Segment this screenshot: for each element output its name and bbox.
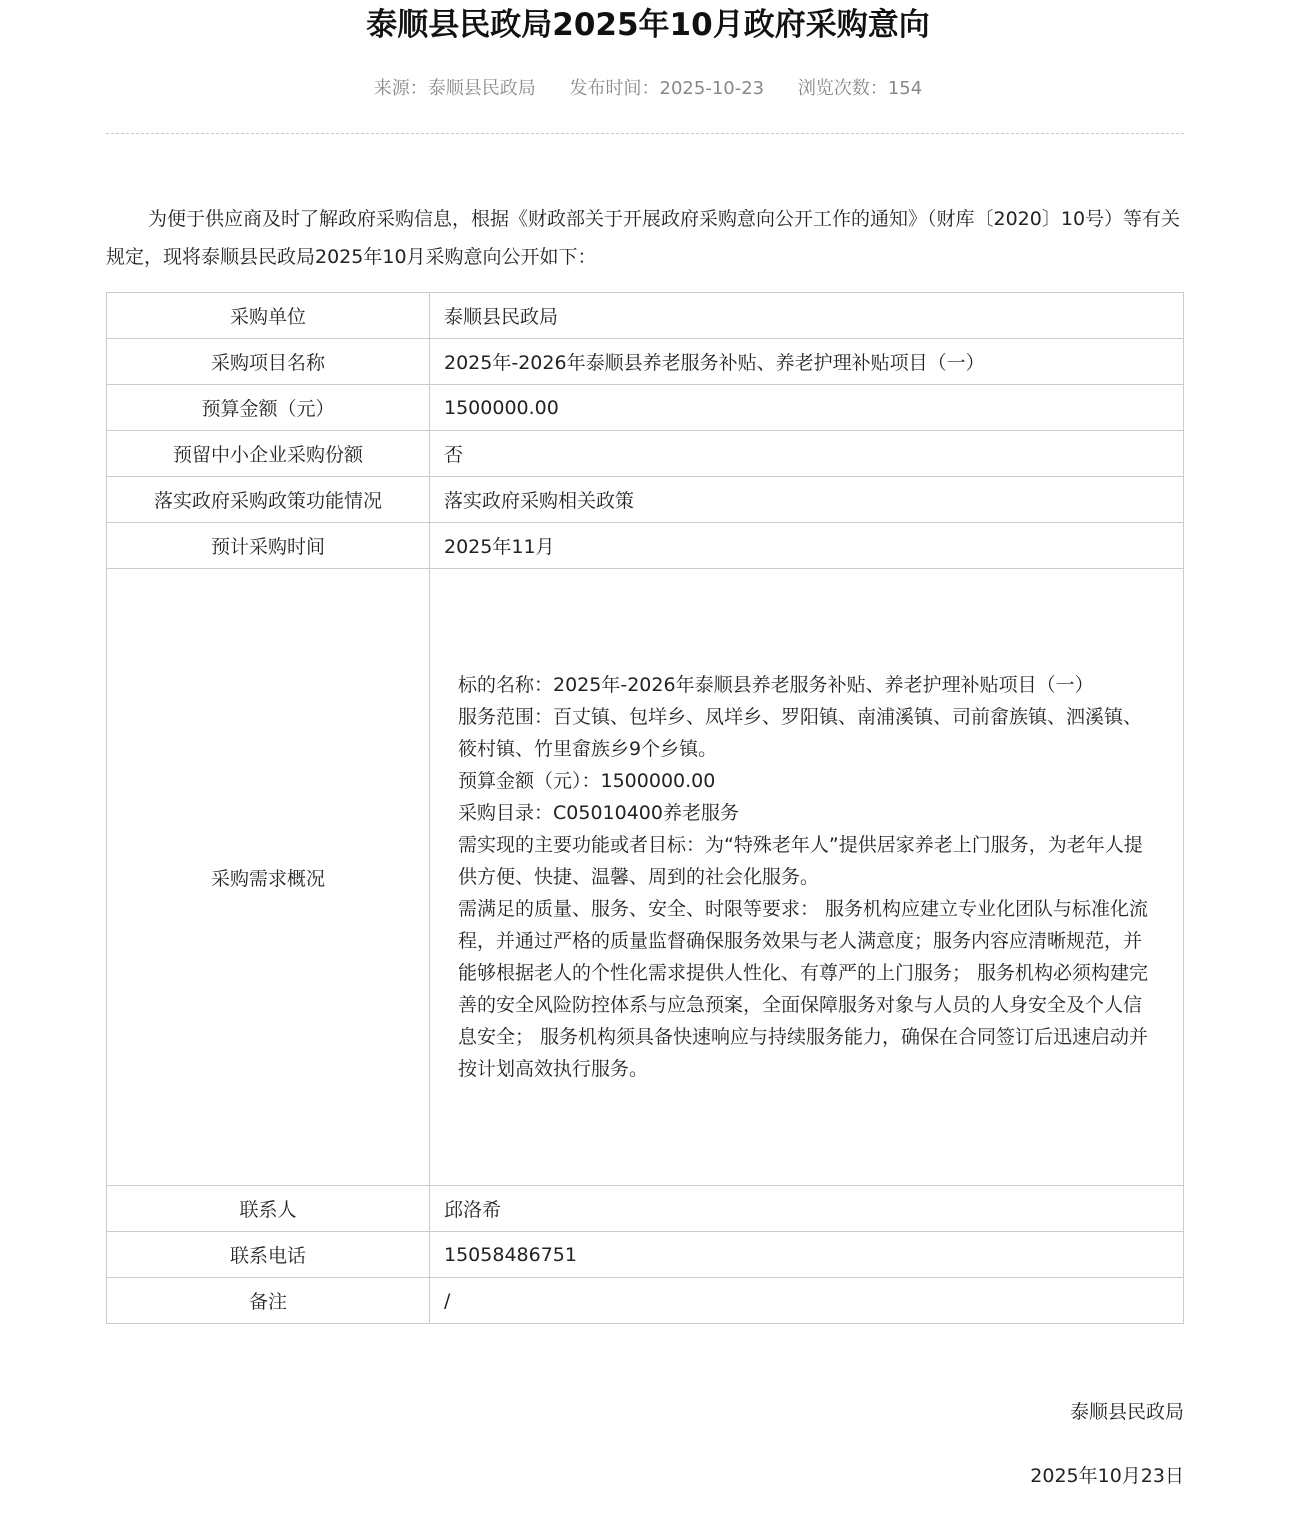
table-row — [107, 431, 1184, 477]
row-label: 预算金额（元） — [107, 385, 430, 431]
summary-line-subject: 标的名称：2025年-2026年泰顺县养老服务补贴、养老护理补贴项目（一） — [458, 674, 1094, 696]
page-title: 泰顺县民政局2025年10月政府采购意向 — [366, 7, 930, 43]
row-label: 采购单位 — [107, 293, 430, 339]
summary-line-scope: 服务范围：百丈镇、包垟乡、凤垟乡、罗阳镇、南浦溪镇、司前畲族镇、泗溪镇、筱村镇、竹里畲族乡9个乡镇。 — [458, 706, 1143, 760]
table-row — [107, 1278, 1184, 1324]
summary-line-catalog: 采购目录：C05010400养老服务 — [458, 802, 739, 824]
table-row — [107, 385, 1184, 431]
summary-content — [444, 669, 1169, 1085]
title-divider — [106, 133, 1184, 134]
row-value: 1500000.00 — [430, 385, 1184, 431]
summary-line-requirements: 需满足的质量、服务、安全、时限等要求： 服务机构应建立专业化团队与标准化流程，并通过严格的质量监督确保服务效果与老人满意度；服务内容应清晰规范，并能够根据老人的个性化需求提供人性化、有尊严的上门服务； 服务机构必须构建完善的安全风险防控体系与应急预案，全面保障服务对象与人员的人身安全及个人信息安全； 服务机构须具备快速响应与持续服务能力，确保在合同签订后迅速启动并按计划高效执行服务。 — [458, 898, 1149, 1080]
row-value: / — [430, 1278, 1184, 1324]
row-value: 2025年11月 — [430, 523, 1184, 569]
row-value: 2025年-2026年泰顺县养老服务补贴、养老护理补贴项目（一） — [430, 339, 1184, 385]
table-row — [107, 523, 1184, 569]
row-value: 否 — [430, 431, 1184, 477]
row-label: 联系电话 — [107, 1232, 430, 1278]
summary-line-budget: 预算金额（元）：1500000.00 — [458, 770, 716, 792]
row-label: 备注 — [107, 1278, 430, 1324]
table-row — [107, 293, 1184, 339]
signature-date: 2025年10月23日 — [1030, 1465, 1184, 1487]
row-value: 15058486751 — [430, 1232, 1184, 1278]
summary-line-goal: 需实现的主要功能或者目标：为“特殊老年人”提供居家养老上门服务，为老年人提供方便、快捷、温馨、周到的社会化服务。 — [458, 834, 1143, 888]
row-label: 采购项目名称 — [107, 339, 430, 385]
row-value: 落实政府采购相关政策 — [430, 477, 1184, 523]
meta-source: 来源：泰顺县民政局 — [373, 78, 536, 99]
procurement-table — [106, 292, 1184, 1324]
summary-cell — [430, 569, 1184, 1186]
row-label: 预计采购时间 — [107, 523, 430, 569]
table-row — [107, 477, 1184, 523]
table-row-summary — [107, 569, 1184, 1186]
meta-publish-time: 发布时间：2025-10-23 — [569, 78, 765, 99]
row-value: 邱洛希 — [430, 1186, 1184, 1232]
row-value: 泰顺县民政局 — [430, 293, 1184, 339]
row-label: 预留中小企业采购份额 — [107, 431, 430, 477]
row-label: 落实政府采购政策功能情况 — [107, 477, 430, 523]
signature-org: 泰顺县民政局 — [1069, 1401, 1184, 1423]
intro-paragraph: 为便于供应商及时了解政府采购信息，根据《财政部关于开展政府采购意向公开工作的通知》（财库〔2020〕10号）等有关规定，现将泰顺县民政局2025年10月采购意向公开如下： — [106, 208, 1181, 268]
meta-views: 浏览次数：154 — [797, 78, 923, 99]
table-row — [107, 339, 1184, 385]
summary-label: 采购需求概况 — [107, 569, 430, 1186]
row-label: 联系人 — [107, 1186, 430, 1232]
table-row — [107, 1232, 1184, 1278]
article-meta — [0, 74, 1296, 104]
table-row — [107, 1186, 1184, 1232]
